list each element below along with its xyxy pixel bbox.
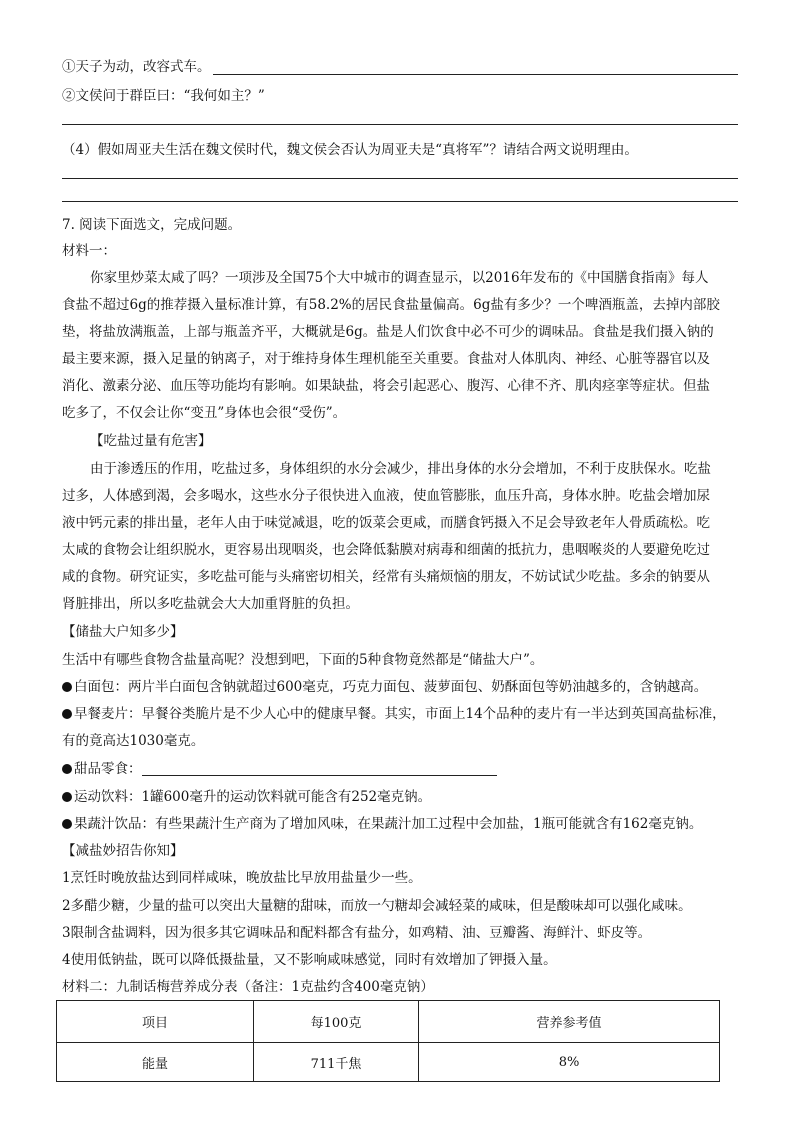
table-cell: 711千焦: [254, 1043, 419, 1082]
nutrition-table: [56, 1000, 720, 1082]
paragraph-line: 由于渗透压的作用，吃盐过多，身体组织的水分会减少，排出身体的水分会增加，不利于皮肤保水。吃盐: [90, 461, 711, 477]
section-intro: 生活中有哪些食物含盐量高呢？没想到吧，下面的5种食物竟然都是“储盐大户”。: [62, 652, 544, 668]
paragraph-line: 咸的食物。研究证实，多吃盐可能与头痛密切相关，经常有头痛烦恼的朋友，不妨试试少吃盐。多余的钠要从: [62, 569, 710, 585]
answer-rule: [62, 178, 738, 179]
bullet-icon: [62, 709, 72, 719]
answer-rule: [62, 201, 738, 202]
tip-item: 4使用低钠盐，既可以降低摄盐量，又不影响咸味感觉，同时有效增加了钾摄入量。: [62, 952, 557, 968]
bullet-icon: [62, 682, 72, 692]
bullet-icon: [62, 764, 72, 774]
paragraph-line: 肾脏排出，所以多吃盐就会大大加重肾脏的负担。: [62, 596, 359, 612]
fill-in-blank[interactable]: [142, 763, 497, 776]
paragraph-line: 液中钙元素的排出量，老年人由于味觉减退，吃的饭菜会更咸，而膳食钙摄入不足会导致老年人骨质疏松。吃: [62, 515, 710, 531]
paragraph-line: 最主要来源，摄入足量的钠离子，对于维持身体生理机能至关重要。食盐对人体肌肉、神经、心脏等器官以及: [62, 351, 710, 367]
paragraph-line: 吃多了，不仅会让你“变丑”身体也会很“受伤”。: [62, 405, 347, 421]
tip-item: 2多醋少糖，少量的盐可以突出大量糖的甜味，而放一勺糖却会减轻菜的咸味，但是酸味却可以强化咸味。: [62, 898, 692, 914]
paragraph-line: 垫，将盐放满瓶盖，上部与瓶盖齐平，大概就是6g。盐是人们饮食中必不可少的调味品。食盐是我们摄入钠的: [62, 324, 714, 340]
table-header-row: [57, 1001, 720, 1043]
paragraph-line: 太咸的食物会让组织脱水，更容易出现咽炎，也会降低黏膜对病毒和细菌的抵抗力，患咽喉炎的人要避免吃过: [62, 542, 710, 558]
blank-underline: [213, 60, 739, 75]
paragraph-line: 你家里炒菜太咸了吗？一项涉及全国75个大中城市的调查显示，以2016年发布的《中国膳食指南》每人: [90, 270, 709, 286]
material-1-label: 材料一：: [62, 243, 116, 259]
table-cell: 8%: [419, 1043, 720, 1082]
column-header: 营养参考值: [419, 1001, 720, 1043]
answer-line-1[interactable]: [62, 55, 738, 75]
list-item: 运动饮料：1罐600毫升的运动饮料就可能含有252毫克钠。: [62, 785, 431, 805]
q6-item-2: ②文侯问于群臣曰：“我何如主？”: [62, 88, 265, 104]
paragraph-line: 过多，人体感到渴，会多喝水，这些水分子很快进入血液，使血管膨胀，血压升高，身体水肿。吃盐会增加尿: [62, 488, 710, 504]
paragraph-line: 食盐不超过6g的推荐摄入量标准计算，有58.2%的居民食盐量偏高。6g盐有多少？一个啤酒瓶盖，去掉内部胶: [62, 297, 720, 313]
column-header: 每100克: [254, 1001, 419, 1043]
section-heading: 【减盐妙招告你知】: [62, 843, 184, 859]
paragraph-line: 消化、激素分泌、血压等功能均有影响。如果缺盐，将会引起恶心、腹泻、心律不齐、肌肉痉挛等症状。但盐: [62, 378, 710, 394]
bullet-icon: [62, 819, 72, 829]
bullet-icon: [62, 792, 72, 802]
q7-intro: 7. 阅读下面选文，完成问题。: [62, 217, 242, 233]
material-2-label: 材料二：九制话梅营养成分表（备注：1克盐约含400毫克钠）: [62, 979, 434, 995]
q6-item-1: ①天子为动，改容式车。: [62, 59, 211, 75]
section-heading: 【储盐大户知多少】: [62, 624, 184, 640]
table-cell: 能量: [57, 1043, 254, 1082]
answer-rule: [62, 124, 738, 125]
column-header: 项目: [57, 1001, 254, 1043]
list-item: 早餐麦片：早餐谷类脆片是不少人心中的健康早餐。其实，市面上14个品种的麦片有一半达到英国高盐标准，: [62, 702, 726, 722]
list-item: 白面包：两片半白面包含钠就超过600毫克，巧克力面包、菠萝面包、奶酥面包等奶油越多的，含钠越高。: [62, 675, 707, 695]
table-row: [57, 1043, 720, 1082]
list-item-continuation: 有的竟高达1030毫克。: [62, 733, 205, 749]
q6-question-4: （4）假如周亚夫生活在魏文侯时代，魏文侯会否认为周亚夫是“真将军”？请结合两文说明理由。: [62, 142, 638, 158]
tip-item: 1烹饪时晚放盐达到同样咸味，晚放盐比早放用盐量少一些。: [62, 870, 422, 886]
list-item: 果蔬汁饮品：有些果蔬汁生产商为了增加风味，在果蔬汁加工过程中会加盐，1瓶可能就含有162毫克钠。: [62, 812, 702, 832]
section-heading: 【吃盐过量有危害】: [90, 433, 212, 449]
list-item: 甜品零食：: [62, 757, 497, 777]
tip-item: 3限制含盐调料，因为很多其它调味品和配料都含有盐分，如鸡精、油、豆瓣酱、海鲜汁、虾皮等。: [62, 925, 652, 941]
